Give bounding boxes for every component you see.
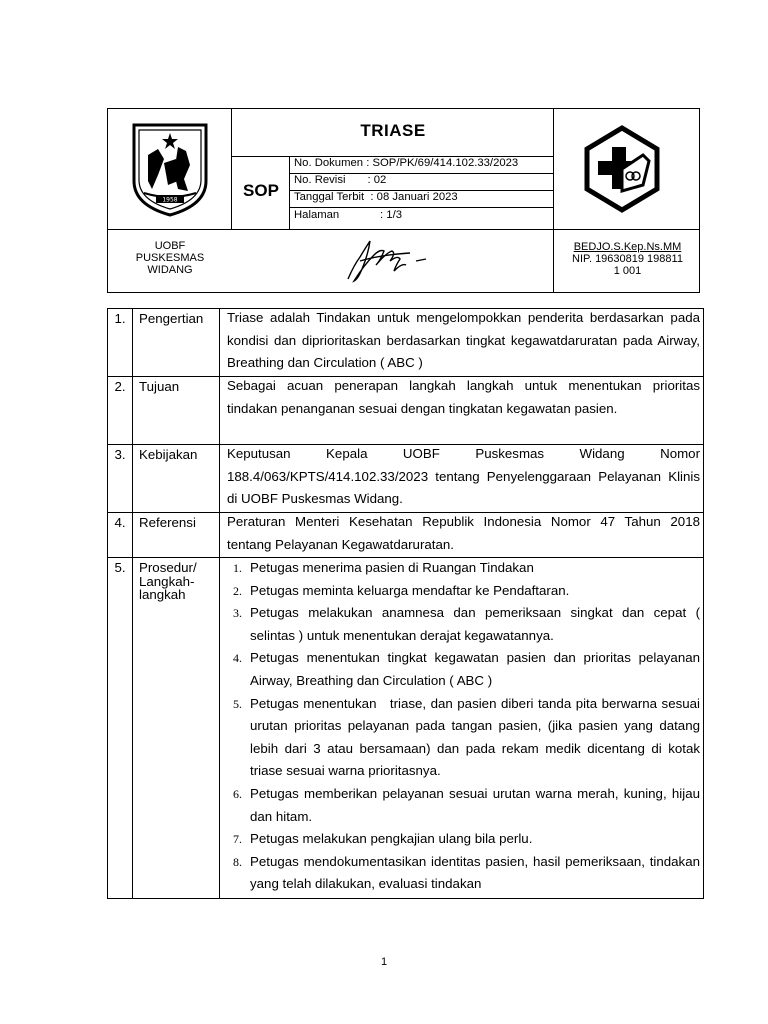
row-text-referensi: Peraturan Menteri Kesehatan Republik Indonesia Nomor 47 Tahun 2018 tentang Pelayanan Kegawatdaruratan. <box>227 514 700 552</box>
signer-name: BEDJO.S.Kep.Ns.MM <box>573 241 682 253</box>
document-number: No. Dokumen : SOP/PK/69/414.102.33/2023 <box>294 157 519 169</box>
procedure-step <box>220 783 700 828</box>
procedure-step <box>220 693 704 783</box>
unit-line-3: WIDANG <box>147 264 193 276</box>
step-number: 1. <box>233 561 242 575</box>
step-text: Petugas menentukan tingkat kegawatan pasien dan prioritas pelayanan Airway, Breathing dan Circulation ( ABC ) <box>250 650 700 688</box>
row-label-tujuan: Tujuan <box>139 379 180 394</box>
sop-content-table <box>107 308 704 899</box>
procedure-step <box>220 851 700 896</box>
signer-nip-line-1: NIP. 19630819 198811 <box>572 253 683 265</box>
sop-header <box>107 108 700 293</box>
step-number: 8. <box>233 854 242 869</box>
page-number: 1 <box>380 956 388 968</box>
step-text: Petugas menentukan triase, dan pasien diberi tanda pita berwarna sesuai urutan prioritas pelayanan pada tangan pasien, (jika pasien yang datang lebih dari 3 atau bersamaan) dan pada rekam medik dicentang di kotak triase sesuai warna prioritasnya. <box>250 695 704 779</box>
step-number: 4. <box>233 651 242 666</box>
step-text: Petugas melakukan anamnesa dan pemeriksaan singkat dan cepat ( selintas ) untuk menentukan derajat kegawatannya. <box>250 605 700 643</box>
row-label-line: langkah <box>139 587 186 602</box>
signer-nip-line-2: 1 001 <box>613 265 642 277</box>
step-number: 7. <box>233 832 242 847</box>
row-label-prosedur <box>139 561 219 602</box>
unit-line-2: PUSKESMAS <box>135 252 205 264</box>
unit-line-1: UOBF <box>154 240 186 252</box>
row-label-line: Prosedur/ <box>139 560 197 575</box>
procedure-step <box>220 602 700 647</box>
step-number: 2. <box>233 583 242 598</box>
row-text-tujuan: Sebagai acuan penerapan langkah langkah untuk menentukan prioritas tindakan penanganan sesuai dengan tingkatan kegawatan pasien. <box>227 378 700 416</box>
emblem-year: 1958 <box>162 196 178 204</box>
row-number: 1. <box>114 311 126 326</box>
row-text-pengertian: Triase adalah Tindakan untuk mengelompokkan penderita berdasarkan pada kondisi dan diprioritaskan berdasarkan tingkat kegawatdaruratan pada Airway, Breathing dan Circulation ( ABC ) <box>227 310 700 371</box>
page-indicator: Halaman : 1/3 <box>294 209 402 221</box>
step-number: 6. <box>233 786 242 801</box>
step-text: Petugas memberikan pelayanan sesuai urutan warna merah, kuning, hijau dan hitam. <box>250 785 700 824</box>
row-number: 5. <box>114 560 126 575</box>
revision-number: No. Revisi : 02 <box>294 174 387 186</box>
step-text: Petugas mendokumentasikan identitas pasien, hasil pemeriksaan, tindakan yang telah dilakukan, evaluasi tindakan <box>250 853 700 892</box>
row-number: 4. <box>114 515 126 530</box>
procedure-step <box>220 557 700 580</box>
row-label-referensi: Referensi <box>139 515 196 530</box>
issue-date: Tanggal Terbit : 08 Januari 2023 <box>294 191 458 203</box>
puskesmas-logo <box>583 125 661 213</box>
step-text: Petugas meminta keluarga mendaftar ke Pendaftaran. <box>250 582 570 598</box>
procedure-step <box>220 580 700 603</box>
regency-emblem-logo <box>128 119 212 219</box>
document-title: TRIASE <box>360 121 426 140</box>
step-number: 3. <box>233 606 242 621</box>
row-label-pengertian: Pengertian <box>139 311 204 326</box>
procedure-step <box>220 828 700 851</box>
row-label-kebijakan: Kebijakan <box>139 447 198 462</box>
row-number: 2. <box>114 379 126 394</box>
signature <box>340 235 450 285</box>
sop-label: SOP <box>243 181 279 200</box>
row-label-line: Langkah- <box>139 573 195 589</box>
unit-name <box>108 240 232 276</box>
row-text-kebijakan: Keputusan Kepala UOBF Puskesmas Widang Nomor 188.4/063/KPTS/414.102.33/2023 tentang Penyelenggaraan Pelayanan Klinis di UOBF Puskesmas Widang. <box>227 446 700 507</box>
row-number: 3. <box>114 447 126 462</box>
step-number: 5. <box>233 696 242 711</box>
step-text: Petugas melakukan pengkajian ulang bila perlu. <box>250 831 533 847</box>
step-text: Petugas menerima pasien di Ruangan Tindakan <box>250 560 534 575</box>
procedure-steps <box>220 557 704 896</box>
signer-block <box>554 241 701 277</box>
procedure-step <box>220 647 700 692</box>
